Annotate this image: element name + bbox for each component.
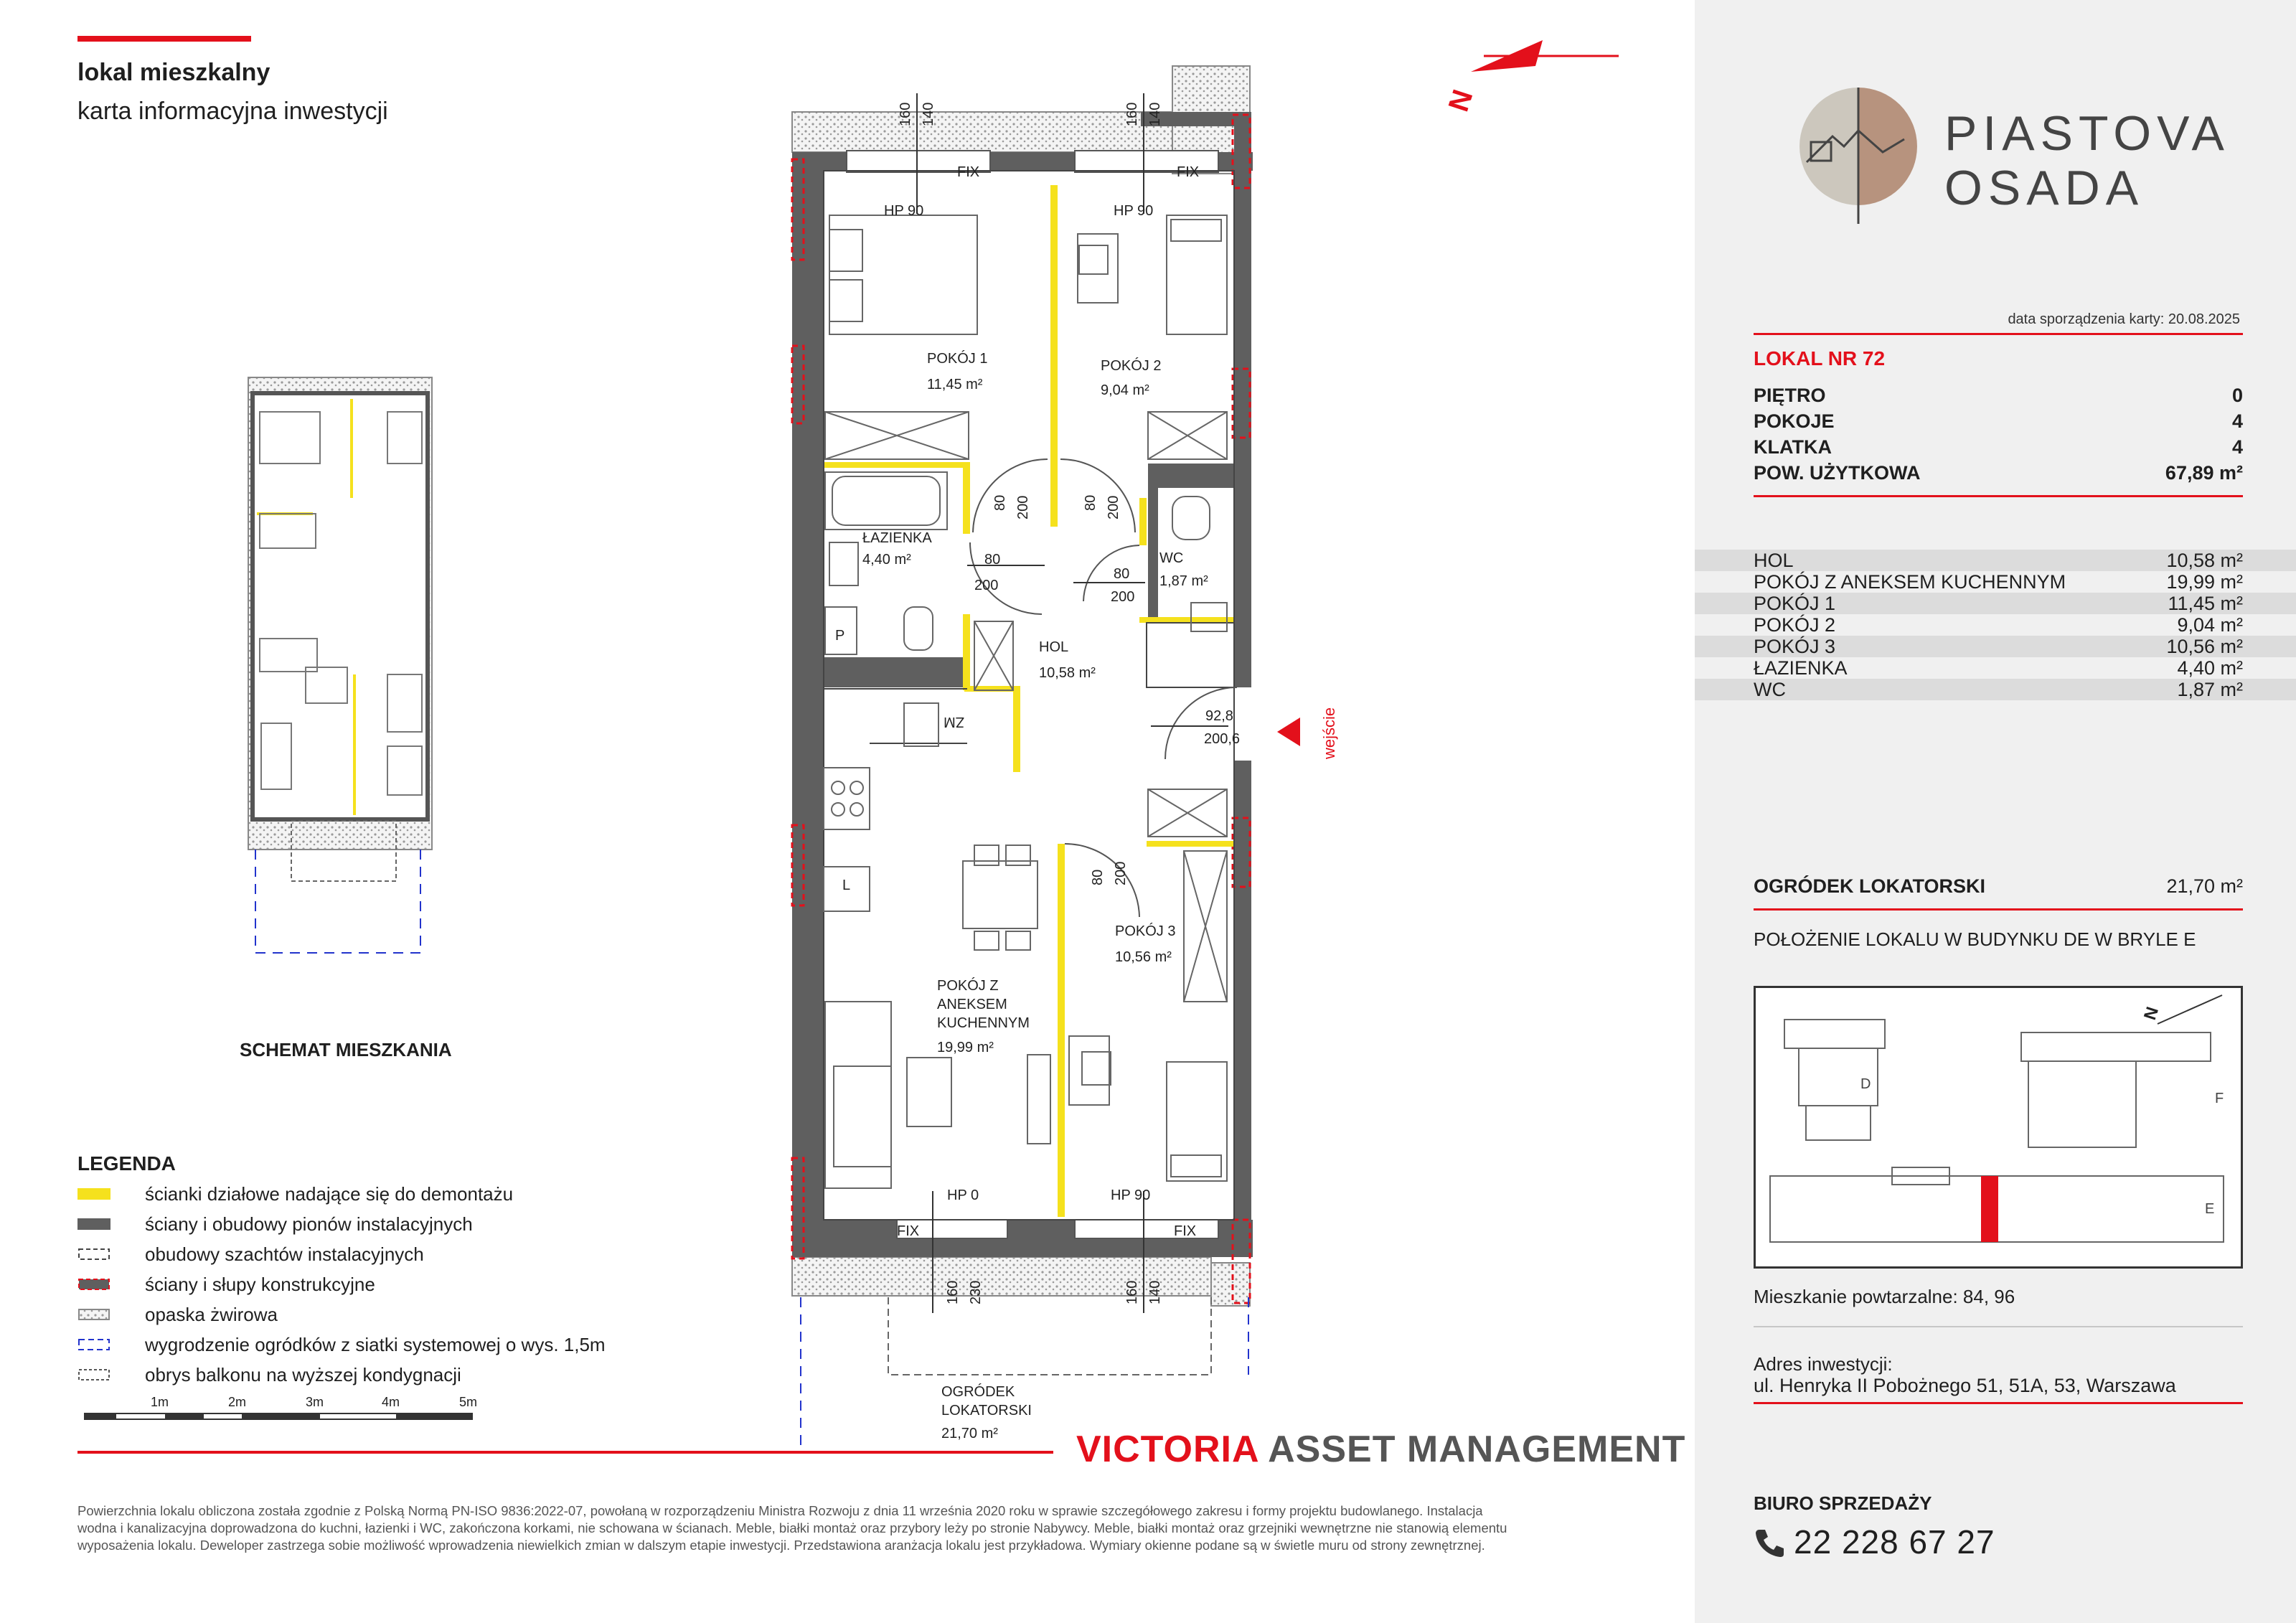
sitemap-letter: D bbox=[1860, 1076, 1871, 1092]
room-label-pokoj3: POKÓJ 3 bbox=[1115, 923, 1176, 939]
dim-text: 160 bbox=[1124, 1280, 1140, 1304]
address-label: Adres inwestycji: bbox=[1754, 1353, 1893, 1375]
room-value: 9,04 m² bbox=[2177, 614, 2243, 636]
gravel-strip-corner2 bbox=[1211, 1263, 1250, 1306]
room-area-pokoj3: 10,56 m² bbox=[1115, 949, 1172, 965]
legend-swatch-gravel bbox=[79, 1309, 109, 1319]
document-title: lokal mieszkalny bbox=[77, 59, 270, 86]
room-area-hol: 10,58 m² bbox=[1039, 665, 1096, 681]
room-row bbox=[1695, 657, 2296, 679]
legend-swatch-partitions bbox=[77, 1188, 110, 1200]
dim-text: 160 bbox=[898, 102, 913, 126]
room-value: 1,87 m² bbox=[2177, 679, 2243, 700]
room-value: 19,99 m² bbox=[2166, 571, 2243, 593]
garden-row bbox=[1754, 875, 2243, 898]
fact-label: PIĘTRO bbox=[1754, 385, 1826, 406]
unit-number: LOKAL NR 72 bbox=[1754, 347, 1886, 370]
gravel-strip-top bbox=[792, 112, 1180, 152]
room-name: POKÓJ Z ANEKSEM KUCHENNYM bbox=[1754, 571, 2066, 593]
company-logo bbox=[1076, 1428, 1685, 1471]
room-name: ŁAZIENKA bbox=[1754, 657, 1848, 679]
scale-label: 5m bbox=[459, 1395, 478, 1409]
legend-swatch-installation-walls bbox=[77, 1218, 110, 1230]
schematic-title: SCHEMAT MIESZKANIA bbox=[240, 1039, 452, 1060]
room-name: POKÓJ 2 bbox=[1754, 614, 1836, 636]
sitemap-letter: E bbox=[2205, 1201, 2215, 1217]
address: ul. Henryka II Pobożnego 51, 51A, 53, Warszawa bbox=[1754, 1375, 2176, 1396]
dim-text: 92,8 bbox=[1205, 708, 1233, 724]
garden-label-2: LOKATORSKI bbox=[941, 1403, 1032, 1419]
fact-row bbox=[1754, 462, 2243, 484]
dim-text: 200 bbox=[974, 578, 999, 593]
legend-title: LEGENDA bbox=[77, 1152, 176, 1175]
sitemap-letter: N bbox=[2140, 1005, 2163, 1022]
room-name: POKÓJ 3 bbox=[1754, 636, 1836, 657]
room-row bbox=[1695, 550, 2296, 571]
dim-text: 200 bbox=[1113, 861, 1129, 885]
garden-outline bbox=[888, 1297, 1211, 1375]
repeat-units: Mieszkanie powtarzalne: 84, 96 bbox=[1754, 1286, 2015, 1307]
legend-swatch-fence bbox=[79, 1340, 109, 1350]
dim-text: HP 90 bbox=[884, 203, 924, 219]
dim-text: L bbox=[842, 878, 851, 893]
dimension-lines bbox=[917, 93, 1228, 1313]
fact-row bbox=[1754, 436, 2243, 458]
legend-item: ścianki działowe nadające się do demontażu bbox=[145, 1182, 514, 1205]
building-position: POŁOŻENIE LOKALU W BUDYNKU DE W BRYLE E bbox=[1754, 928, 2196, 950]
garden-label-1: OGRÓDEK bbox=[941, 1384, 1015, 1400]
room-name: WC bbox=[1754, 679, 1786, 700]
room-value: 10,56 m² bbox=[2166, 636, 2243, 657]
dim-text: 200 bbox=[1106, 495, 1121, 519]
scale-label: 2m bbox=[228, 1395, 247, 1409]
garden-label: OGRÓDEK LOKATORSKI bbox=[1754, 875, 1986, 897]
document-subtitle: karta informacyjna inwestycji bbox=[77, 98, 388, 125]
fact-value: 4 bbox=[2231, 436, 2243, 458]
entrance-arrow bbox=[1277, 718, 1300, 746]
fact-value: 67,89 m² bbox=[2165, 462, 2243, 484]
room-row bbox=[1695, 571, 2296, 593]
dim-text: 140 bbox=[1147, 102, 1163, 126]
entrance-label: wejście bbox=[1320, 707, 1338, 759]
room-label-salon-1: POKÓJ Z bbox=[937, 978, 999, 994]
room-row bbox=[1695, 593, 2296, 614]
north-label: N bbox=[1442, 85, 1479, 116]
logo-asset: ASSET MANAGEMENT bbox=[1268, 1429, 1686, 1470]
dim-text: 200 bbox=[1015, 495, 1031, 519]
room-label-pokoj2: POKÓJ 2 bbox=[1101, 358, 1162, 374]
room-area-wc: 1,87 m² bbox=[1159, 573, 1208, 589]
structural-walls bbox=[792, 112, 1253, 1257]
room-label-lazienka: ŁAZIENKA bbox=[862, 530, 932, 546]
fact-label: KLATKA bbox=[1754, 436, 1832, 458]
legend-swatch-shafts bbox=[79, 1249, 109, 1259]
fact-row bbox=[1754, 410, 2243, 433]
constructive-columns bbox=[792, 115, 1250, 1303]
room-area-pokoj2: 9,04 m² bbox=[1101, 382, 1149, 398]
scale-label: 3m bbox=[306, 1395, 324, 1409]
room-value: 11,45 m² bbox=[2168, 593, 2243, 614]
room-area-salon: 19,99 m² bbox=[937, 1040, 994, 1055]
site-map-drawing bbox=[1756, 988, 2241, 1266]
brand-name bbox=[1944, 106, 2230, 215]
room-area-lazienka: 4,40 m² bbox=[862, 552, 911, 568]
scale-bar bbox=[85, 1413, 472, 1419]
legend-item: obudowy szachtów instalacyjnych bbox=[145, 1243, 424, 1265]
scale-label: 1m bbox=[151, 1395, 169, 1409]
furniture bbox=[824, 215, 1227, 1188]
room-area-pokoj1: 11,45 m² bbox=[927, 377, 983, 392]
schematic-plan bbox=[248, 377, 432, 953]
room-value: 10,58 m² bbox=[2166, 550, 2243, 571]
dim-text: 80 bbox=[1114, 566, 1130, 582]
dim-text: P bbox=[835, 628, 845, 644]
dim-text: FIX bbox=[1174, 1223, 1197, 1239]
dim-text: 230 bbox=[968, 1280, 984, 1304]
legend-swatch-columns bbox=[79, 1279, 109, 1289]
fact-value: 0 bbox=[2231, 385, 2243, 406]
divider bbox=[1754, 1326, 2243, 1327]
dim-text: FIX bbox=[897, 1223, 920, 1239]
fact-label: POKOJE bbox=[1754, 410, 1835, 432]
room-label-hol: HOL bbox=[1039, 639, 1069, 655]
scale-label: 4m bbox=[382, 1395, 400, 1409]
card-date: data sporządzenia karty: 20.08.2025 bbox=[2008, 311, 2240, 327]
legend-item: wygrodzenie ogródków z siatki systemowej o wys. 1,5m bbox=[145, 1333, 606, 1355]
fact-label: POW. UŻYTKOWA bbox=[1754, 462, 1921, 484]
legend-item: obrys balkonu na wyższej kondygnacji bbox=[145, 1363, 461, 1386]
divider bbox=[1754, 495, 2243, 497]
footer-accent-line bbox=[77, 1451, 1053, 1454]
garden-value: 21,70 m² bbox=[2166, 875, 2243, 897]
room-name: POKÓJ 1 bbox=[1754, 593, 1836, 614]
dim-text: FIX bbox=[957, 164, 980, 180]
dim-text: 80 bbox=[1090, 869, 1106, 885]
dim-text: 80 bbox=[1083, 494, 1098, 511]
divider bbox=[1754, 1402, 2243, 1404]
room-value: 4,40 m² bbox=[2177, 657, 2243, 679]
room-label-salon-2: ANEKSEM bbox=[937, 997, 1007, 1012]
disclaimer-text: Powierzchnia lokalu obliczona została zgodnie z Polską Normą PN-ISO 9836:2022-07, powołaną w rozporządzeniu Ministra Rozwoju z dnia 11 września 2020 roku w sprawie szczegółowego zakresu i formy projektu budowlanego. Instalacja wodna i kanalizacyjna doprowadzona do kuchni, łazienki i WC, zakończona korkami, nie schowana w ścianach. Meble, białki montaż oraz przybory leży po stronie Nabywcy. Meble, białki montaż oraz grzejniki wewnętrzne nie stanowią elementu wyposażenia lokalu. Deweloper zastrzega sobie możliwość wprowadzenia niewielkich zmian w dalszym etapie inwestycji. Przedstawiona aranżacja lokalu jest przykładowa. Wymiary okienne podane są w świetle muru od strony zewnętrznej. bbox=[77, 1503, 1507, 1553]
room-row bbox=[1695, 679, 2296, 700]
room-row bbox=[1695, 614, 2296, 636]
room-label-salon-3: KUCHENNYM bbox=[937, 1015, 1030, 1031]
logo-victoria: VICTORIA bbox=[1076, 1429, 1258, 1470]
divider bbox=[1754, 333, 2243, 335]
phone-icon bbox=[1754, 1527, 1785, 1558]
dim-text: 140 bbox=[921, 102, 936, 126]
legend-item: opaska żwirowa bbox=[145, 1303, 278, 1325]
brand-line-1: PIASTOVA bbox=[1944, 106, 2230, 161]
fact-row bbox=[1754, 385, 2243, 407]
legend-item: ściany i słupy konstrukcyjne bbox=[145, 1273, 375, 1295]
fact-value: 4 bbox=[2231, 410, 2243, 432]
dim-text: HP 0 bbox=[947, 1187, 979, 1203]
dim-text: 140 bbox=[1147, 1280, 1163, 1304]
garden-area: 21,70 m² bbox=[941, 1426, 998, 1441]
room-name: HOL bbox=[1754, 550, 1794, 571]
brand-line-2: OSADA bbox=[1944, 161, 2145, 215]
dim-text: 80 bbox=[984, 552, 1001, 568]
sitemap-letter: F bbox=[2215, 1091, 2224, 1106]
windows bbox=[847, 151, 1218, 1238]
dim-text: 160 bbox=[1124, 102, 1140, 126]
dim-text: 160 bbox=[945, 1280, 961, 1304]
legend-swatch-balcony bbox=[79, 1370, 109, 1380]
dim-text: ZM bbox=[944, 714, 964, 730]
site-map bbox=[1754, 986, 2243, 1269]
dim-text: 80 bbox=[992, 494, 1008, 511]
dim-text: HP 90 bbox=[1114, 203, 1154, 219]
dim-text: HP 90 bbox=[1111, 1187, 1151, 1203]
phone-number[interactable]: 22 228 67 27 bbox=[1794, 1523, 1995, 1561]
room-row bbox=[1695, 636, 2296, 657]
dim-text: 200 bbox=[1111, 589, 1135, 605]
dim-text: FIX bbox=[1177, 164, 1200, 180]
sales-office-label: BIURO SPRZEDAŻY bbox=[1754, 1492, 1932, 1514]
room-label-wc: WC bbox=[1159, 550, 1184, 566]
north-arrow bbox=[1471, 40, 1619, 72]
legend-item: ściany i obudowy pionów instalacyjnych bbox=[145, 1213, 473, 1235]
dim-text: 200,6 bbox=[1204, 731, 1241, 747]
room-label-pokoj1: POKÓJ 1 bbox=[927, 351, 988, 367]
divider bbox=[1754, 908, 2243, 911]
piastova-osada-logo-icon bbox=[1794, 83, 1923, 227]
